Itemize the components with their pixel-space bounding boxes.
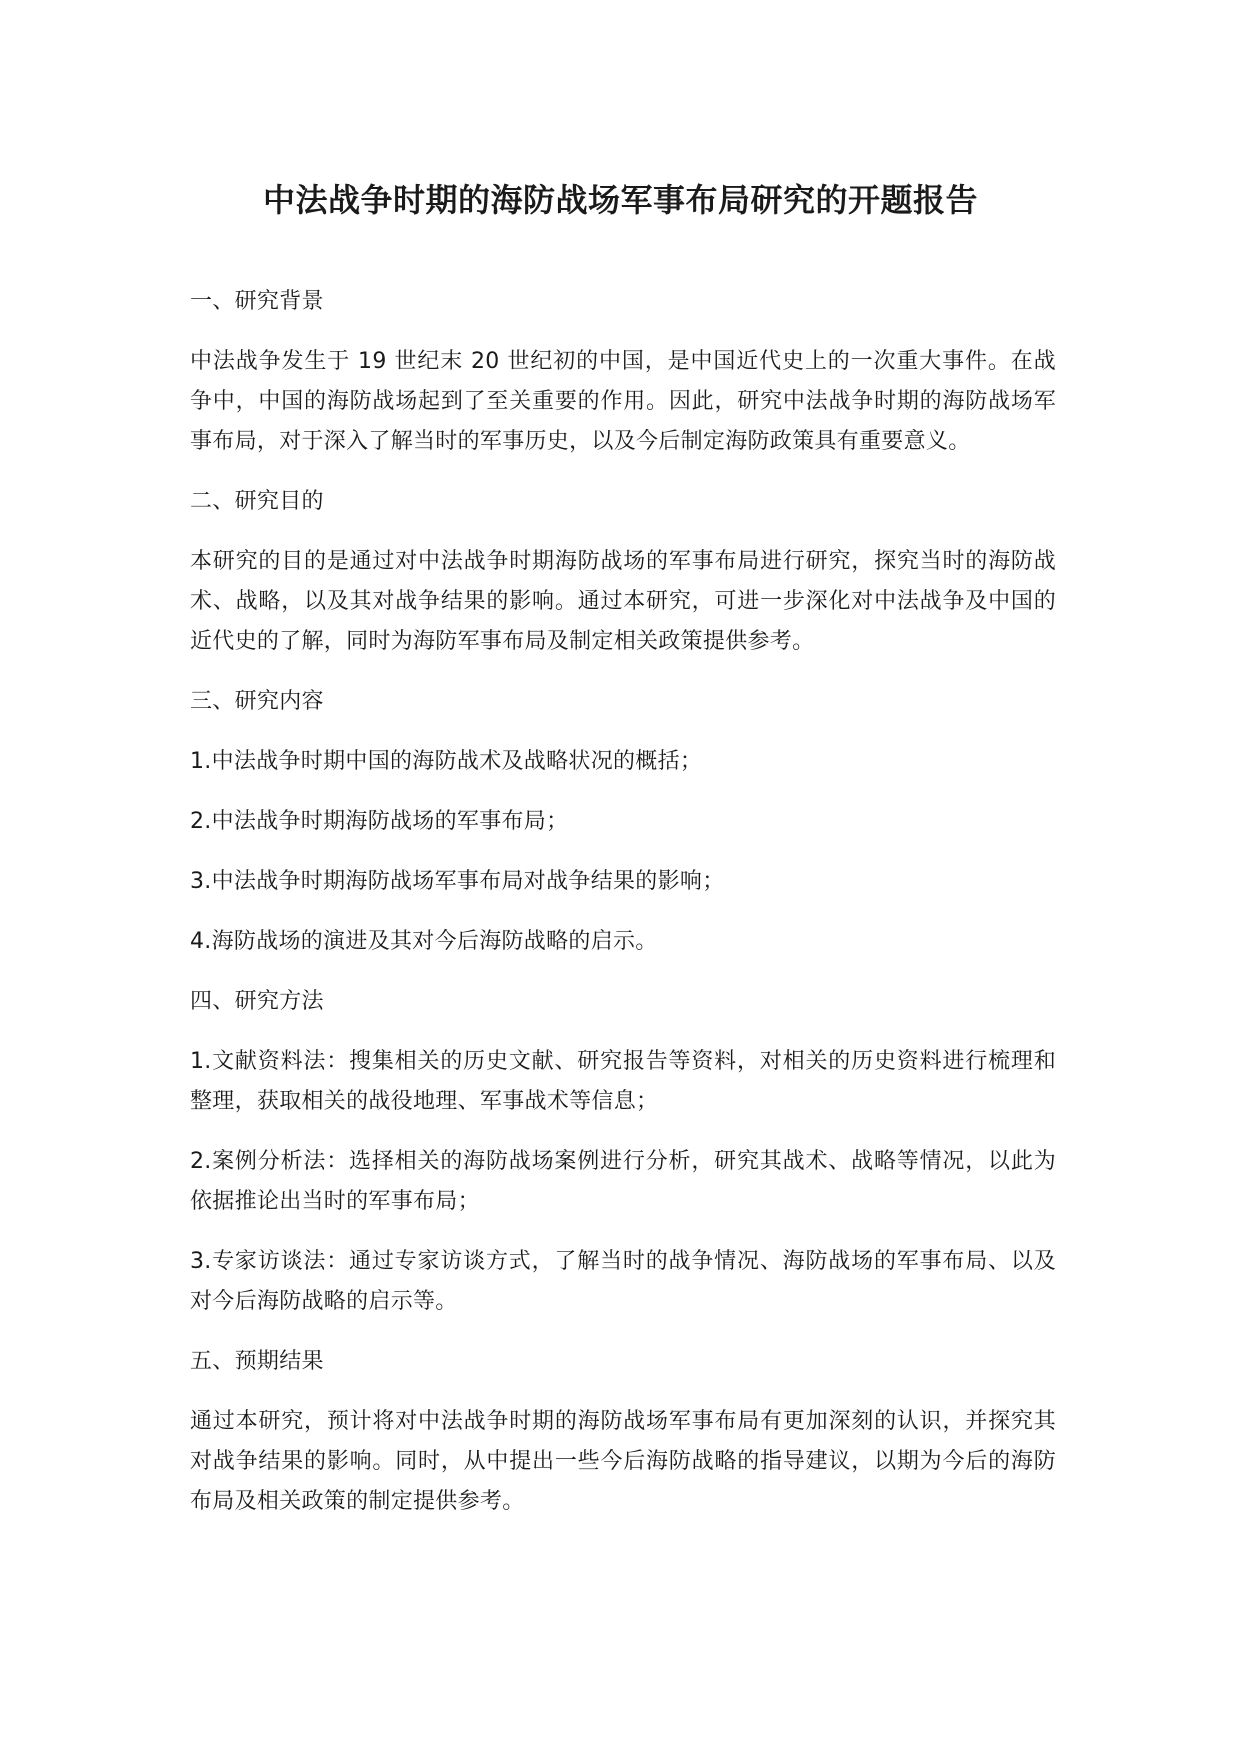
section-heading-expected-results: 五、预期结果 (190, 1349, 324, 1374)
section-heading-background: 一、研究背景 (190, 289, 324, 314)
list-item-content-2: 2.中法战争时期海防战场的军事布局； (190, 809, 569, 834)
section-heading-content: 三、研究内容 (190, 689, 324, 714)
section-heading-purpose: 二、研究目的 (190, 489, 324, 514)
list-item-method-3: 3.专家访谈法：通过专家访谈方式，了解当时的战争情况、海防战场的军事布局、以及对今后海防战略的启示等。 (190, 1249, 1056, 1314)
paragraph-background: 中法战争发生于 19 世纪末 20 世纪初的中国，是中国近代史上的一次重大事件。在战争中，中国的海防战场起到了至关重要的作用。因此，研究中法战争时期的海防战场军事布局，对于深入了解当时的军事历史，以及今后制定海防政策具有重要意义。 (190, 349, 1056, 454)
document-body (190, 282, 1056, 1542)
section-heading-methods: 四、研究方法 (190, 989, 324, 1014)
paragraph-purpose: 本研究的目的是通过对中法战争时期海防战场的军事布局进行研究，探究当时的海防战术、战略，以及其对战争结果的影响。通过本研究，可进一步深化对中法战争及中国的近代史的了解，同时为海防军事布局及制定相关政策提供参考。 (190, 549, 1056, 654)
list-item-method-2: 2.案例分析法：选择相关的海防战场案例进行分析，研究其战术、战略等情况，以此为依据推论出当时的军事布局； (190, 1149, 1056, 1214)
list-item-content-4: 4.海防战场的演进及其对今后海防战略的启示。 (190, 929, 658, 954)
list-item-content-1: 1.中法战争时期中国的海防战术及战略状况的概括； (190, 749, 703, 774)
paragraph-expected-results: 通过本研究，预计将对中法战争时期的海防战场军事布局有更加深刻的认识，并探究其对战争结果的影响。同时，从中提出一些今后海防战略的指导建议，以期为今后的海防布局及相关政策的制定提供参考。 (190, 1409, 1056, 1514)
list-item-content-3: 3.中法战争时期海防战场军事布局对战争结果的影响； (190, 869, 725, 894)
list-item-method-1: 1.文献资料法：搜集相关的历史文献、研究报告等资料，对相关的历史资料进行梳理和整理，获取相关的战役地理、军事战术等信息； (190, 1049, 1056, 1114)
document-title: 中法战争时期的海防战场军事布局研究的开题报告 (262, 181, 978, 219)
